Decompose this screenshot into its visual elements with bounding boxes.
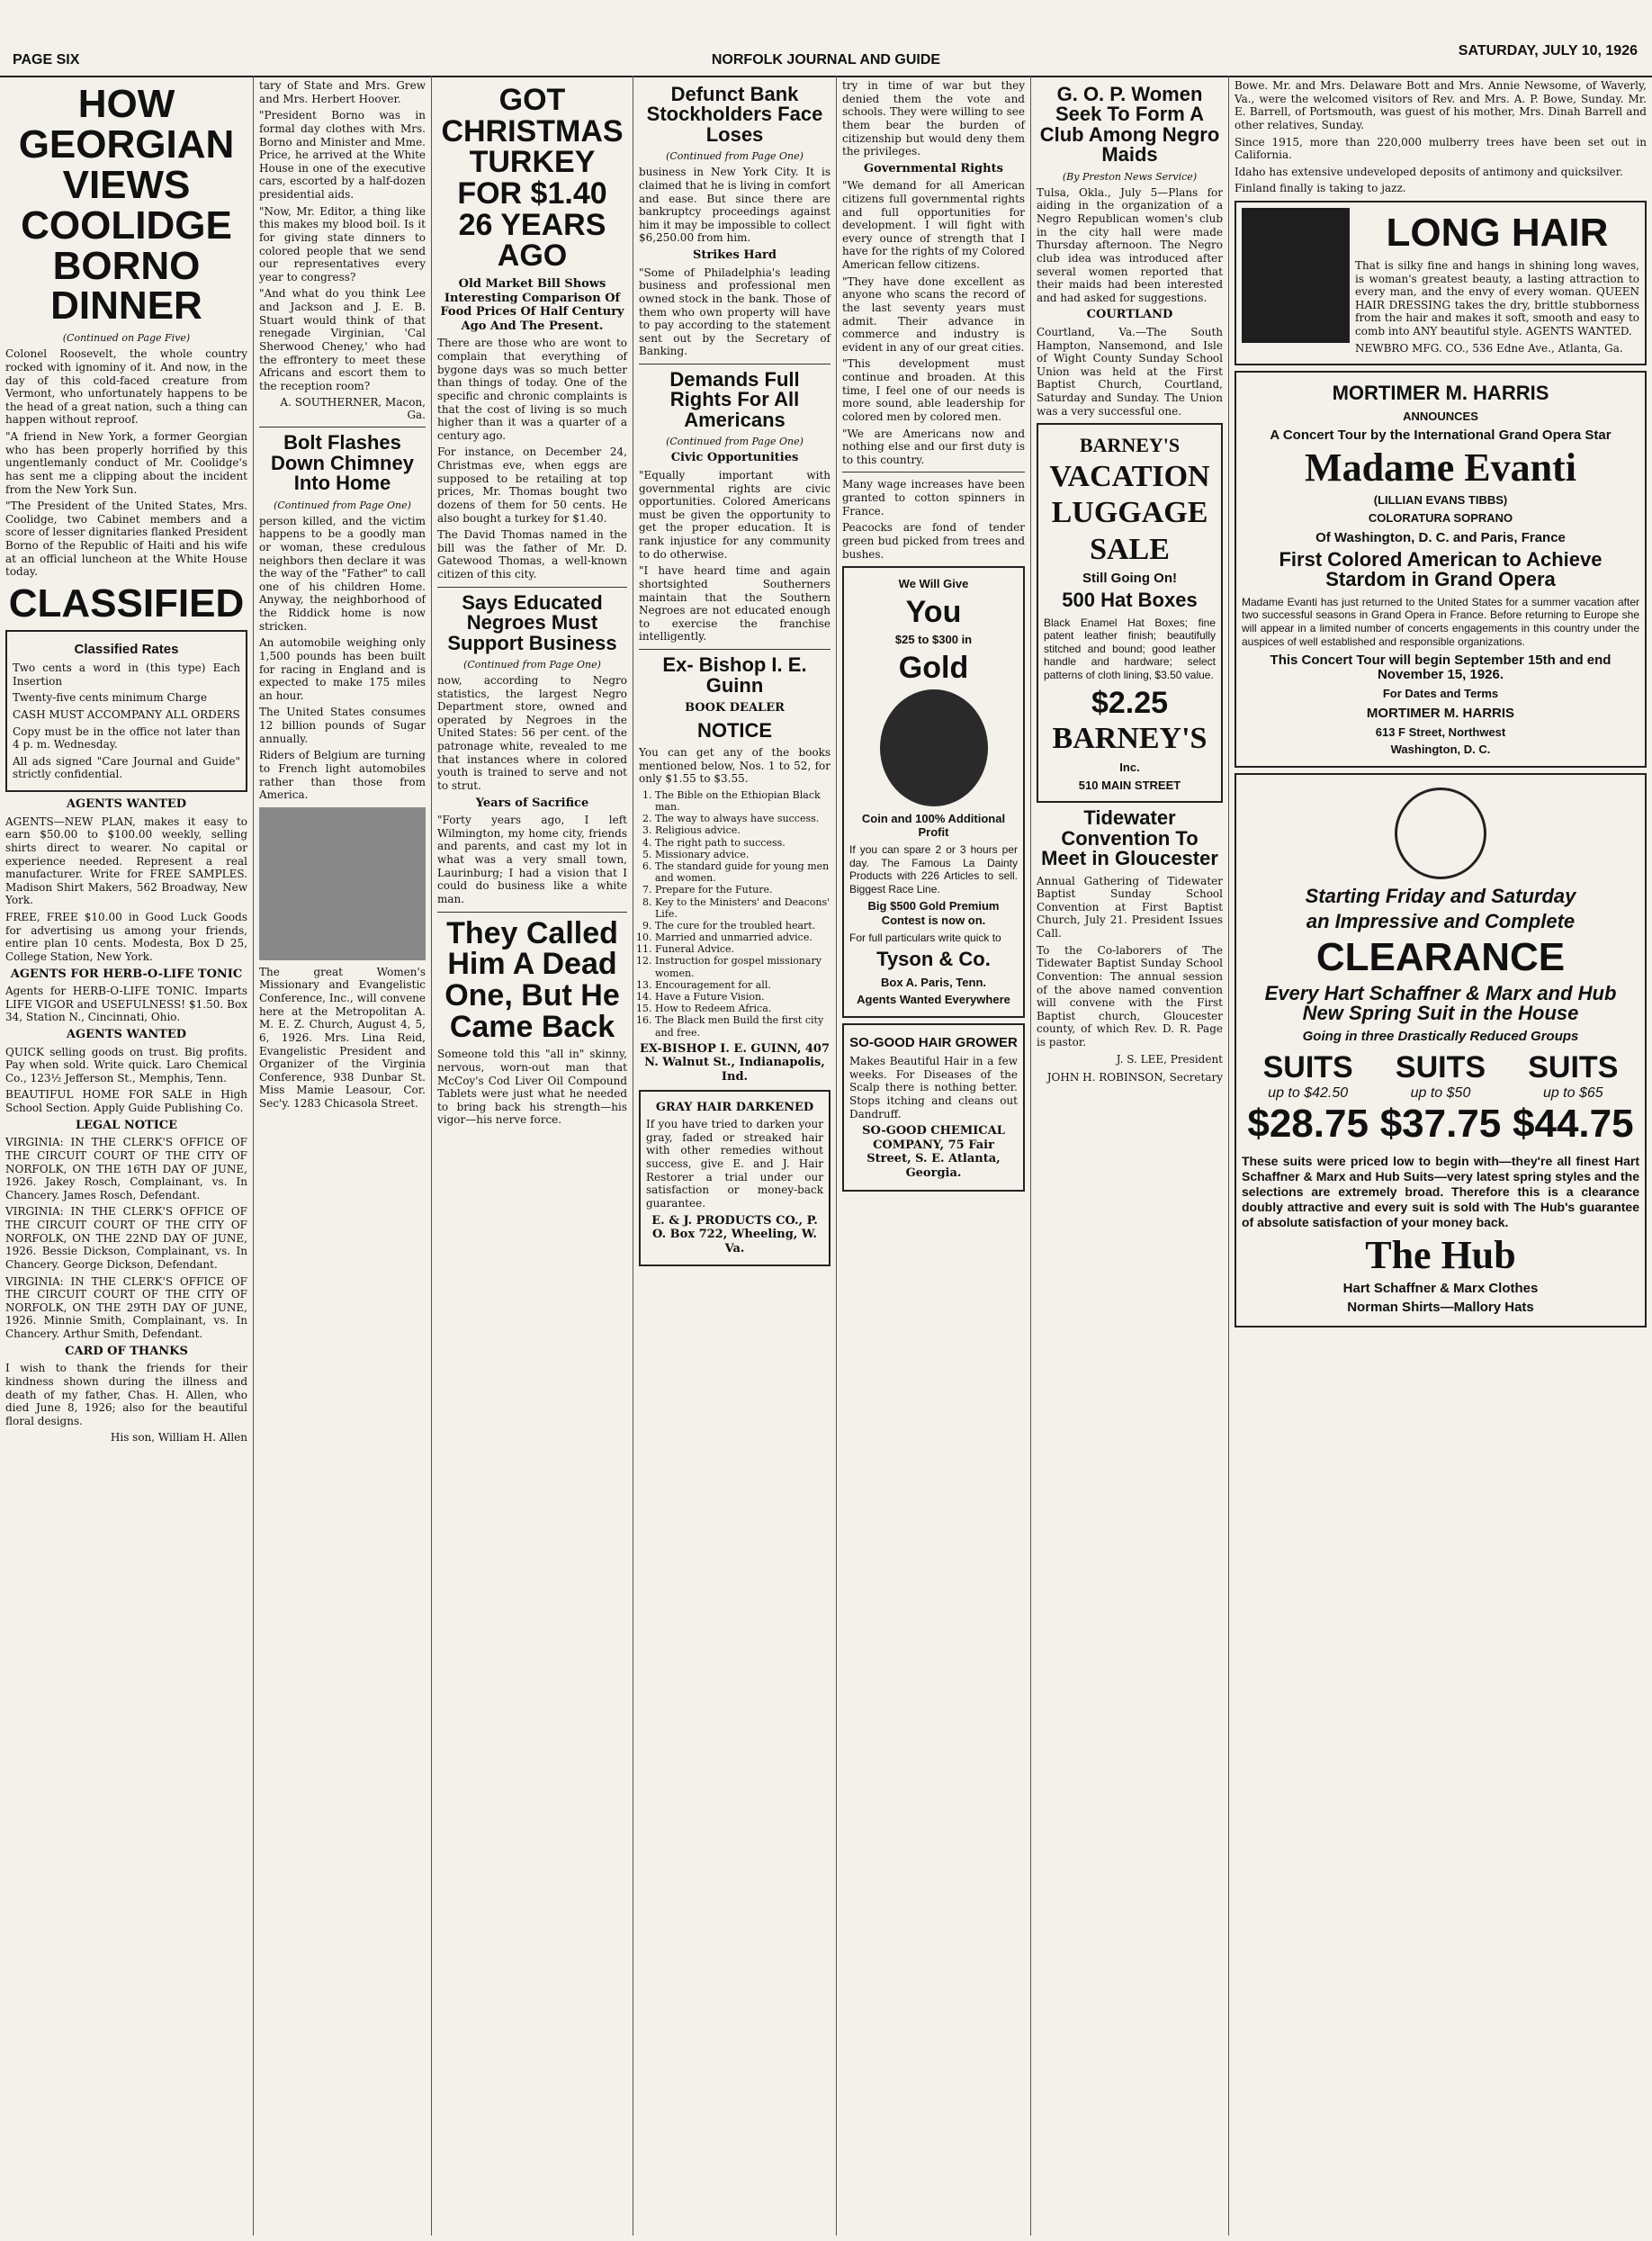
book-item: 11. Funeral Advice. [655,943,830,955]
ad-body: QUICK selling goods on trust. Big profits. Pay when sold. Write quick. Laro Chemical Co., 123½ Jefferson St., Memphis, Tenn. [5,1045,247,1084]
barneys-footer-name: BARNEY'S [1052,722,1208,756]
evanti-first: First Colored American to Achieve Stardom in Grand Opera [1279,547,1603,591]
gray-hair-ad [639,1090,830,1267]
gold-l5: Coin and 100% Additional Profit [861,811,1006,840]
barneys-still: Still Going On! [1082,570,1177,586]
gold-contest: Big $500 Gold Premium Contest is now on. [867,899,1000,928]
long-hair-ad [1235,201,1647,365]
thanks-head: CARD OF THANKS [65,1344,188,1358]
suit-group [1510,1050,1636,1147]
photo-caption: The great Women's Missionary and Evangelistic Conference, Inc., will convene here at the Metropolitan A. M. E. Z. Church, August 4, 5, 6, 1926. Mrs. Lina Reid, Evangelistic President and Organizer of the Virginia Conference, 938 Dunbar St. Miss Mamie Leasour, Cor. Sec'y. 1283 Chicasola Street. [259,965,426,1111]
article-paragraph: "They have done excellent as anyone who scans the record of the last seventy years must admit. Their advance in commerce and industry is evident in any of our great cities. [842,274,1025,354]
notice-title: NOTICE [696,718,773,742]
suit-title: SUITS [1262,1049,1353,1084]
legal-notice: VIRGINIA: IN THE CLERK'S OFFICE OF THE CIRCUIT COURT OF THE CITY OF NORFOLK, ON THE 22ND DAY OF JUNE, 1926. Bessie Dickson, Complainant, vs. In Chancery. George Dickson, Defendant. [5,1205,247,1271]
book-item: 9. The cure for the troubled heart. [655,920,830,932]
hub-emblem-icon [1395,788,1486,879]
column-1 [0,76,254,2236]
article-paragraph: "We are Americans now and nothing else and our first duty is to this country. [842,427,1025,466]
gold-word: Gold [898,651,969,686]
demands-headline: Demands Full Rights For All Americans [669,368,800,431]
ad-body: Agents for HERB-O-LIFE TONIC. Imparts LIFE VIGOR and USEFULNESS! $1.50. Box 34, Station N., Cincinnati, Ohio. [5,985,247,1024]
barneys-address: 510 MAIN STREET [1078,778,1181,792]
evanti-address: 613 F Street, Northwest [1375,724,1506,739]
column-3 [432,76,633,2236]
guinn-address: EX-BISHOP I. E. GUINN, 407 N. Walnut St., Indianapolis, Ind. [639,1041,830,1084]
gold-address: Box A. Paris, Tenn. [880,975,987,989]
suit-up-to: up to $50 [1410,1084,1471,1101]
sogood-ad [842,1023,1025,1192]
turkey-headline: GOT CHRISTMAS TURKEY FOR $1.40 26 YEARS AGO [441,83,624,274]
hub-clearance: CLEARANCE [1315,934,1566,979]
hub-logo-text: The Hub [1365,1233,1516,1278]
article-paragraph: "Now, Mr. Editor, a thing like this makes my blood boil. Is it for giving state dinners to colored people that we send our representatives every year to congress? [259,204,426,284]
suit-up-to: up to $65 [1542,1084,1603,1101]
tidewater-body: To the Co-laborers of The Tidewater Baptist Sunday School Convention: The annual session of the above named convention will convene with the First Baptist church, Gloucester county, of which Rev. D. R. Page is pastor. [1037,943,1223,1048]
legal-notice: VIRGINIA: IN THE CLERK'S OFFICE OF THE CIRCUIT COURT OF THE CITY OF NORFOLK, ON THE 29TH DAY OF JUNE, 1926. Minnie Smith, Complainant, vs. In Chancery. Arthur Smith, Defendant. [5,1274,247,1341]
legal-notice: VIRGINIA: IN THE CLERK'S OFFICE OF THE CIRCUIT COURT OF THE CITY OF NORFOLK, ON THE 16TH DAY OF JUNE, 1926. Jakey Rosch, Complainant, vs. In Chancery. James Rosch, Defendant. [5,1136,247,1202]
hub-imp: an Impressive and Complete [1306,910,1576,933]
suit-group [1378,1050,1504,1147]
called-headline: They Called Him A Dead One, But He Came Back [444,915,620,1044]
called-body: Someone told this "all in" skinny, nervous, worn-out man that McCoy's Cod Liver Oil Compound Tablets were just what he needed to bring back his strength—his vigor—his nerve force. [437,1048,627,1127]
gold-you: You [905,594,962,629]
ad-head: AGENTS WANTED [66,797,187,812]
book-item: 3. Religious advice. [655,824,830,836]
hub-line1: Hart Schaffner & Marx Clothes [1342,1281,1539,1297]
ad-body: AGENTS—NEW PLAN, makes it easy to earn $50.00 to $100.00 weekly, selling shirts direct to wearer. No capital or experience needed. Represent a real manufacturer. Write for FREE SAMPLES. Madison Shirt Makers, 562 Broadway, New York. [5,814,247,907]
portrait-photo [259,807,426,960]
hub-groups: Going in three Drastically Reduced Groups [1302,1028,1579,1044]
book-item: 10. Married and unmarried advice. [655,932,830,943]
ad-head: AGENTS WANTED [66,1027,187,1041]
masthead [0,0,1652,77]
suit-price: $37.75 [1379,1101,1502,1146]
turkey-deck: Old Market Bill Shows Interesting Comparison Of Food Prices Of Half Century Ago And The Present. [440,277,624,333]
long-hair-title: LONG HAIR [1386,211,1609,255]
barneys-inc: Inc. [1119,760,1140,774]
continued-note: (Continued from Page One) [666,150,804,163]
article-paragraph: "President Borno was in formal day clothes with Mrs. Borno and Minister and Mme. Price, he arrived at the White House in one of the executive cars, escorted by a half-dozen presidential aids. [259,109,426,201]
brief: The United States consumes 12 billion pounds of Sugar annually. [259,706,426,745]
book-item: 1. The Bible on the Ethiopian Black man. [655,789,830,813]
sogood-body: Makes Beautiful Hair in a few weeks. For Diseases of the Scalp there is nothing better. Stops itching and cleans out Dandruff. [849,1055,1018,1120]
subhead: Years of Sacrifice [475,796,589,810]
suit-group [1245,1050,1371,1147]
gold-firm: Tyson & Co. [876,948,991,971]
rate-line: CASH MUST ACCOMPANY ALL ORDERS [13,707,240,721]
hub-line2: Norman Shirts—Mallory Hats [1347,1300,1534,1316]
hub-start: Starting Friday and Saturday [1305,884,1576,907]
evanti-from: Of Washington, D. C. and Paris, France [1315,529,1566,545]
demands-body: "Equally important with governmental rights are civic opportunities. Colored Americans must be given the opportunity to get the proper education. It is rank injustice for any community to do otherwise. [639,468,830,561]
paper-name: NORFOLK JOURNAL AND GUIDE [711,52,941,68]
gray-head: GRAY HAIR DARKENED [655,1100,814,1114]
brief: An automobile weighing only 1,500 pounds has been built for racing in England and is expected to make 175 miles an hour. [259,636,426,702]
book-item: 2. The way to always have success. [655,813,830,824]
rate-line: Copy must be in the office not later than 4 p. m. Wednesday. [13,724,240,752]
sogood-address: SO-GOOD CHEMICAL COMPANY, 75 Fair Street, S. E. Atlanta, Georgia. [862,1124,1005,1181]
gold-body: If you can spare 2 or 3 hours per day. The Famous La Dainty Products with 226 Articles to sell. Biggest Race Line. [849,842,1018,896]
issue-date: SATURDAY, JULY 10, 1926 [1458,43,1638,58]
suit-price: $44.75 [1513,1101,1634,1146]
brief: Riders of Belgium are turning to French light automobiles rather than those from America. [259,749,426,802]
gray-address: E. & J. PRODUCTS CO., P. O. Box 722, Wheeling, W. Va. [651,1213,818,1256]
subhead: Strikes Hard [693,248,777,263]
guinn-intro: You can get any of the books mentioned below, Nos. 1 to 52, for only $1.55 to $3.55. [639,745,830,786]
classified-title: CLASSIFIED [8,580,245,626]
evanti-tour: A Concert Tour by the International Grand Opera Star [1270,428,1612,444]
evanti-announces: ANNOUNCES [1403,409,1478,423]
gold-l3: $25 to $300 in [894,633,973,647]
article-paragraph: "A friend in New York, a former Georgian who has been properly horrified by this ungentlemanly conduct of Mr. Coolidge's has sent me a clipping about the incident from the New York Sun. [5,430,247,496]
book-item: 6. The standard guide for young men and women. [655,860,830,884]
ad-head: AGENTS FOR HERB-O-LIFE TONIC [10,967,243,981]
barneys-sale: SALE [1090,533,1170,567]
evanti-voice: COLORATURA SOPRANO [1368,511,1513,526]
barneys-vacation: VACATION [1049,459,1210,493]
column-4 [633,76,837,2236]
book-item: 12. Instruction for gospel missionary women. [655,955,830,978]
classified-rates-box [5,630,247,792]
article-paragraph: There are those who are wont to complain that everything of bygone days was so much better than things of today. One of the specific and chronic complaints is that the cost of living is so much higher than it was a quarter of a century ago. [437,337,627,442]
continued-note: (Continued from Page One) [463,658,601,670]
demands-body: "I have heard time and again shortsighted Southerners maintain that the Southern Negroes are not educated enough to exercise the franchise intelligently. [639,564,830,644]
defunct-headline: Defunct Bank Stockholders Face Loses [646,83,823,146]
tidewater-sig: JOHN H. ROBINSON, Secretary [1046,1070,1223,1084]
continued-note: (Continued on Page Five) [62,332,191,345]
book-item: 14. Have a Future Vision. [655,991,830,1003]
article-paragraph: "And what do you think Lee and Jackson and J. E. B. Stuart would think of that renegade Virginian, 'Cal Sherwood Cheney,' who had the effrontery to meet these Africans and escort them to the reception room? [259,287,426,392]
tidewater-headline: Tidewater Convention To Meet in Gloucester [1041,806,1218,870]
evanti-dates: This Concert Tour will begin September 15th and end November 15, 1926. [1270,652,1612,682]
column-5 [837,76,1031,2236]
article-paragraph: For instance, on December 24, Christmas eve, when eggs are supposed to be retailing at top prices, Mr. Thomas bought two dozens of them for 50 cents. He also bought a turkey for $1.40. [437,446,627,525]
barneys-desc: Black Enamel Hat Boxes; fine patent leather finish; beautifully stitched and bound; good leather handle and hardware; select patterns of cloth lining, $3.50 value. [1044,616,1216,682]
evanti-sig: MORTIMER M. HARRIS [1366,705,1515,721]
article-paragraph: The David Thomas named in the bill was the father of Mr. D. Gatewood Thomas, a well-known citizen of this city. [437,528,627,581]
rate-line: Two cents a word in (this type) Each Insertion [13,662,240,688]
gold-ad [842,566,1025,1018]
gop-body: Tulsa, Okla., July 5—Plans for aiding in the organization of a Negro Republican women's club in the city hall were made Thursday afternoon. The Negro club idea was introduced after several women reported that their maids had been interested and had asked for suggestions. [1037,185,1223,304]
gray-body: If you have tried to darken your gray, faded or streaked hair with other remedies without success, give E. and J. Hair Restorer a trial under our satisfaction or money-back guarantee. [646,1118,823,1210]
evanti-city: Washington, D. C. [1390,742,1491,757]
brief: Peacocks are fond of tender green bud picked from trees and bushes. [842,521,1025,561]
continued-note: (Continued from Page One) [666,436,804,448]
book-item: 13. Encouragement for all. [655,979,830,991]
book-item: 16. The Black men Build the first city and free. [655,1014,830,1038]
gold-l1: We Will Give [898,577,969,591]
barneys-hatboxes: 500 Hat Boxes [1062,589,1198,612]
gold-agents: Agents Wanted Everywhere [857,993,1010,1007]
brief: Many wage increases have been granted to cotton spinners in France. [842,478,1025,518]
book-list [639,789,830,1039]
guinn-headline: Ex- Bishop I. E. Guinn [662,653,807,697]
column-6 [1031,76,1229,2236]
suit-title: SUITS [1395,1049,1486,1084]
article-paragraph: try in time of war but they denied them the vote and schools. They were willing to see them bear the burden of citizenship but would deny them the privileges. [842,79,1025,158]
book-item: 15. How to Redeem Africa. [655,1003,830,1014]
suit-price: $28.75 [1247,1101,1369,1146]
gop-headline: G. O. P. Women Seek To Form A Club Among Negro Maids [1039,83,1220,166]
evanti-body: Madame Evanti has just returned to the United States for a summer vacation after two successful seasons in Grand Opera in France. Before returning to Europe she will appear in a limited number of concerts engagements in this country under the auspices of well established and responsible organizations. [1242,595,1639,648]
evanti-presenter: MORTIMER M. HARRIS [1332,382,1549,405]
long-hair-body: That is silky fine and hangs in shining long waves, is woman's greatest beauty, a lasting attraction to every man, and the envy of every woman. QUEEN HAIR DRESSING takes the dry, brittle stubborness from the hair and makes it soft, smooth and easy to comb into ANY beautiful style. AGENTS WANTED. [1355,258,1639,338]
brief: Idaho has extensive undeveloped deposits of antimony and quicksilver. [1235,165,1623,178]
barneys-ad [1037,423,1223,803]
article-paragraph: Colonel Roosevelt, the whole country rocked with ignominy of it. And now, in the day of this cold-faced creature from Vermont, who unfortunately happens to be the head of a great nation, such a thing can happen without reproof. [5,347,247,427]
article-paragraph: "We demand for all American citizens full governmental rights and full opportunities for development. I will fight with every ounce of strength that I have for the rights of my Colored American fellow citizens. [842,179,1025,272]
evanti-terms: For Dates and Terms [1382,686,1499,700]
brief: Finland finally is taking to jazz. [1235,182,1406,195]
bolt-body: person killed, and the victim happens to be a goodly man or woman, these credulous neighbors then declare it was the way of the "Father" to call one of his children Home. Anyway, the neighborhood of the Riddick home is now stricken. [259,514,426,633]
suit-title: SUITS [1528,1049,1619,1084]
tidewater-body: Annual Gathering of Tidewater Baptist Sunday School Convention at First Baptist Church, July 21. President Issues Call. [1037,874,1223,940]
column-7 [1229,76,1652,2236]
book-item: 8. Key to the Ministers' and Deacons' Life. [655,896,830,920]
book-item: 4. The right path to success. [655,837,830,849]
says-headline: Says Educated Negroes Must Support Business [447,590,617,654]
hub-body: These suits were priced low to begin with—they're all finest Hart Schaffner & Marx and Hub Suits—very latest spring styles and the selections are extremely broad. Therefore this is a clearance doubly attractive and every suit is sold with The Hub's guarantee of absolute satisfaction of your money back. [1242,1153,1639,1230]
rates-title: Classified Rates [74,641,179,657]
courtland-head: COURTLAND [1086,308,1173,322]
barneys-luggage: LUGGAGE [1051,496,1208,530]
evanti-star: Madame Evanti [1305,445,1576,490]
column-2 [254,76,432,2236]
byline: (By Preston News Service) [1062,170,1198,183]
barneys-price: $2.25 [1091,685,1169,720]
tidewater-sig: J. S. LEE, President [1116,1052,1223,1066]
evanti-real-name: (LILLIAN EVANS TIBBS) [1373,493,1508,508]
courtland-body: Courtland, Va.—The South Hampton, Nansemond, and Isle of Wight County Sunday School Union was held at the First Baptist Church, Courtland, Saturday and Sunday. The Union was a very successful one. [1037,325,1223,418]
says-body: now, according to Negro statistics, the largest Negro Department store, owned and operated by Negroes in the United States: 56 per cent. of the patronage white, revealed to me that instances where in colored youth is trained to serve and not to strut. [437,673,627,792]
hub-every: Every Hart Schaffner & Marx and Hub New Spring Suit in the House [1264,981,1617,1025]
thanks-body: I wish to thank the friends for their kindness shown during the illness and death of my father, Chas. H. Allen, who died June 8, 1926; also for the beautiful floral designs. [5,1362,247,1427]
strikes-body: "Some of Philadelphia's leading business and professional men owned stock in the bank. Those of them who own property will have to pay according to the statement sent out by the Secretary of Banking. [639,266,830,358]
long-hair-maker: NEWBRO MFG. CO., 536 Edne Ave., Atlanta, Ga. [1355,341,1623,355]
guinn-sub: BOOK DEALER [685,700,785,715]
social-notes: Bowe. Mr. and Mrs. Delaware Bott and Mrs. Annie Newsome, of Waverly, Va., were the welcomed visitors of Rev. and Mrs. A. P. Bowe, Sunday. Mr. E. Barrell, of Portsmouth, was guest of his mother, Mrs. Dinah Barrell and other relatives, Sunday. [1235,79,1647,131]
rate-line: All ads signed "Care Journal and Guide" strictly confidential. [13,754,240,781]
article-paragraph: tary of State and Mrs. Grew and Mrs. Herbert Hoover. [259,79,426,105]
barneys-name: BARNEY'S [1079,434,1181,457]
hub-ad [1235,773,1647,1328]
book-item: 7. Prepare for the Future. [655,884,830,896]
page-number: PAGE SIX [13,52,80,68]
evanti-ad [1235,371,1647,768]
woman-long-hair-icon [1242,208,1350,343]
article-paragraph: "The President of the United States, Mrs. Coolidge, two Cabinet members and a score of lesser dignitaries flanked President Borno of the Republic of Haiti and his wife at an official luncheon at the White House today. [5,500,247,579]
defunct-body: business in New York City. It is claimed that he is living in comfort and ease. But since there are bankruptcy proceedings against him it may be impossible to collect $6,250.00 from him. [639,166,830,245]
letter-signature: A. SOUTHERNER, Macon, Ga. [280,396,426,422]
suit-groups [1242,1050,1639,1147]
sacrifice-body: "Forty years ago, I left Wilmington, my home city, friends and parents, and cast my lot in what was a very small town, Laurinburg; I had a vision that I could do business like a white man. [437,814,627,905]
book-item: 5. Missionary advice. [655,849,830,860]
subhead: Civic Opportunities [670,451,799,465]
ad-body: BEAUTIFUL HOME FOR SALE in High School Section. Apply Guide Publishing Co. [5,1088,247,1115]
brief: Since 1915, more than 220,000 mulberry trees have been set out in California. [1235,135,1647,162]
coolidge-headline: HOW GEORGIAN VIEWS COOLIDGE BORNO DINNER [18,82,235,328]
thanks-signature: His son, William H. Allen [110,1431,247,1444]
ad-head: LEGAL NOTICE [75,1118,178,1132]
rate-line: Twenty-five cents minimum Charge [13,691,208,705]
portrait-icon [880,689,988,806]
ad-body: FREE, FREE $10.00 in Good Luck Goods for advertising us among your friends, entire plan 10 cents. Modesta, Box D 25, College Station, New York. [5,911,247,963]
sogood-head: SO-GOOD HAIR GROWER [849,1034,1018,1050]
suit-up-to: up to $42.50 [1268,1084,1349,1101]
article-paragraph: "This development must continue and broaden. At this time, I feel one of our needs is more sound, able leadership for colored men by colored men. [842,357,1025,423]
gold-write: For full particulars write quick to [849,931,1001,944]
continued-note: (Continued from Page One) [274,499,411,511]
subhead: Governmental Rights [864,161,1003,176]
bolt-headline: Bolt Flashes Down Chimney Into Home [271,431,414,495]
